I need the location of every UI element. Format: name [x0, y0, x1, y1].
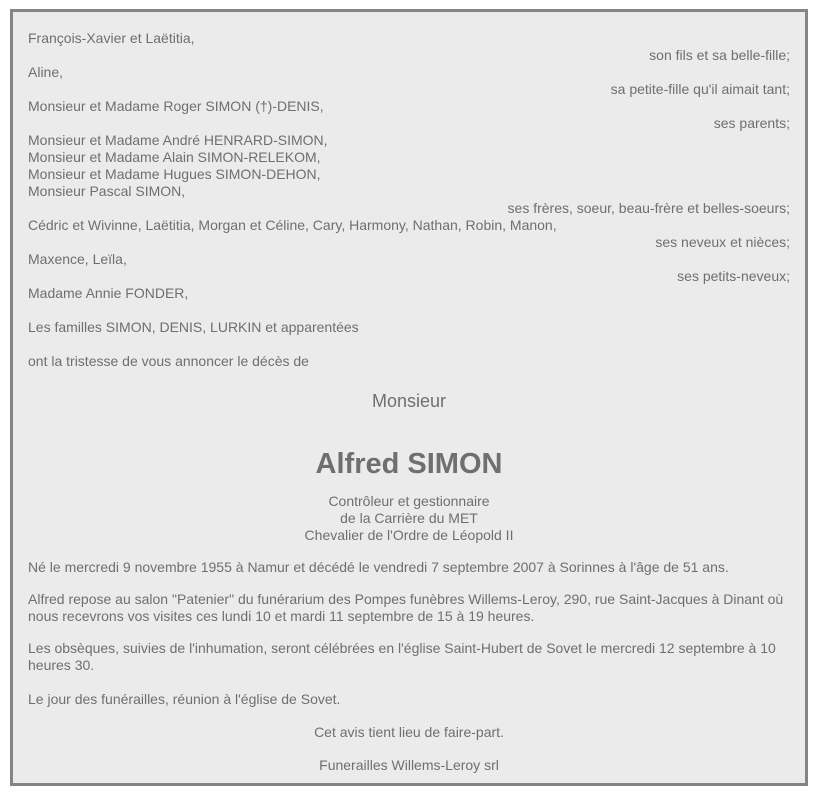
obituary-content: [28, 30, 790, 774]
family-name: Aline,: [28, 64, 64, 80]
birth-death: Né le mercredi 9 novembre 1955 à Namur et décédé le vendredi 7 septembre 2007 à Sorinnes à l'âge de 51 ans.: [28, 559, 729, 575]
family-name: Monsieur Pascal SIMON,: [28, 183, 186, 199]
announcement: ont la tristesse de vous annoncer le décès de: [28, 353, 309, 369]
role-line: Contrôleur et gestionnaire: [328, 493, 490, 509]
company-name: Funerailles Willems-Leroy srl: [319, 757, 499, 773]
honorific: Monsieur: [371, 391, 447, 411]
family-name: Monsieur et Madame Roger SIMON (†)-DENIS,: [28, 98, 324, 114]
deceased-name: Alfred SIMON: [315, 448, 503, 480]
repose-info: Alfred repose au salon "Patenier" du funérarium des Pompes funèbres Willems-Leroy, 290, rue Saint-Jacques à Dinant où nous recevrons vos visites ces lundi 10 et mardi 11 septembre de 15 à 19 heures.: [28, 591, 784, 624]
family-relation: sa petite-fille qu'il aimait tant;: [610, 81, 790, 97]
role-line: Chevalier de l'Ordre de Léopold II: [304, 527, 514, 543]
family-relation: ses petits-neveux;: [677, 268, 790, 284]
notice-frame: [10, 9, 808, 786]
family-relation: son fils et sa belle-fille;: [649, 47, 790, 63]
family-name: Cédric et Wivinne, Laëtitia, Morgan et Céline, Cary, Harmony, Nathan, Robin, Manon,: [28, 217, 557, 233]
family-relation: ses frères, soeur, beau-frère et belles-soeurs;: [507, 200, 790, 216]
meeting-info: Le jour des funérailles, réunion à l'église de Sovet.: [28, 691, 341, 707]
other-family: Madame Annie FONDER,: [28, 285, 189, 301]
family-relation: ses parents;: [713, 115, 790, 131]
family-name: Monsieur et Madame Hugues SIMON-DEHON,: [28, 166, 321, 182]
funeral-info: Les obsèques, suivies de l'inhumation, seront célébrées en l'église Saint-Hubert de Sovet le mercredi 12 septembre à 10 heures 30.: [28, 640, 776, 673]
family-name: François-Xavier et Laëtitia,: [28, 30, 195, 46]
role-line: de la Carrière du MET: [340, 510, 478, 526]
family-name: Monsieur et Madame Alain SIMON-RELEKOM,: [28, 149, 321, 165]
notice-line: Cet avis tient lieu de faire-part.: [314, 724, 504, 740]
families-line: Les familles SIMON, DENIS, LURKIN et apparentées: [28, 319, 359, 335]
family-name: Monsieur et Madame André HENRARD-SIMON,: [28, 132, 328, 148]
family-relation: ses neveux et nièces;: [655, 234, 790, 250]
family-name: Maxence, Leïla,: [28, 251, 127, 267]
